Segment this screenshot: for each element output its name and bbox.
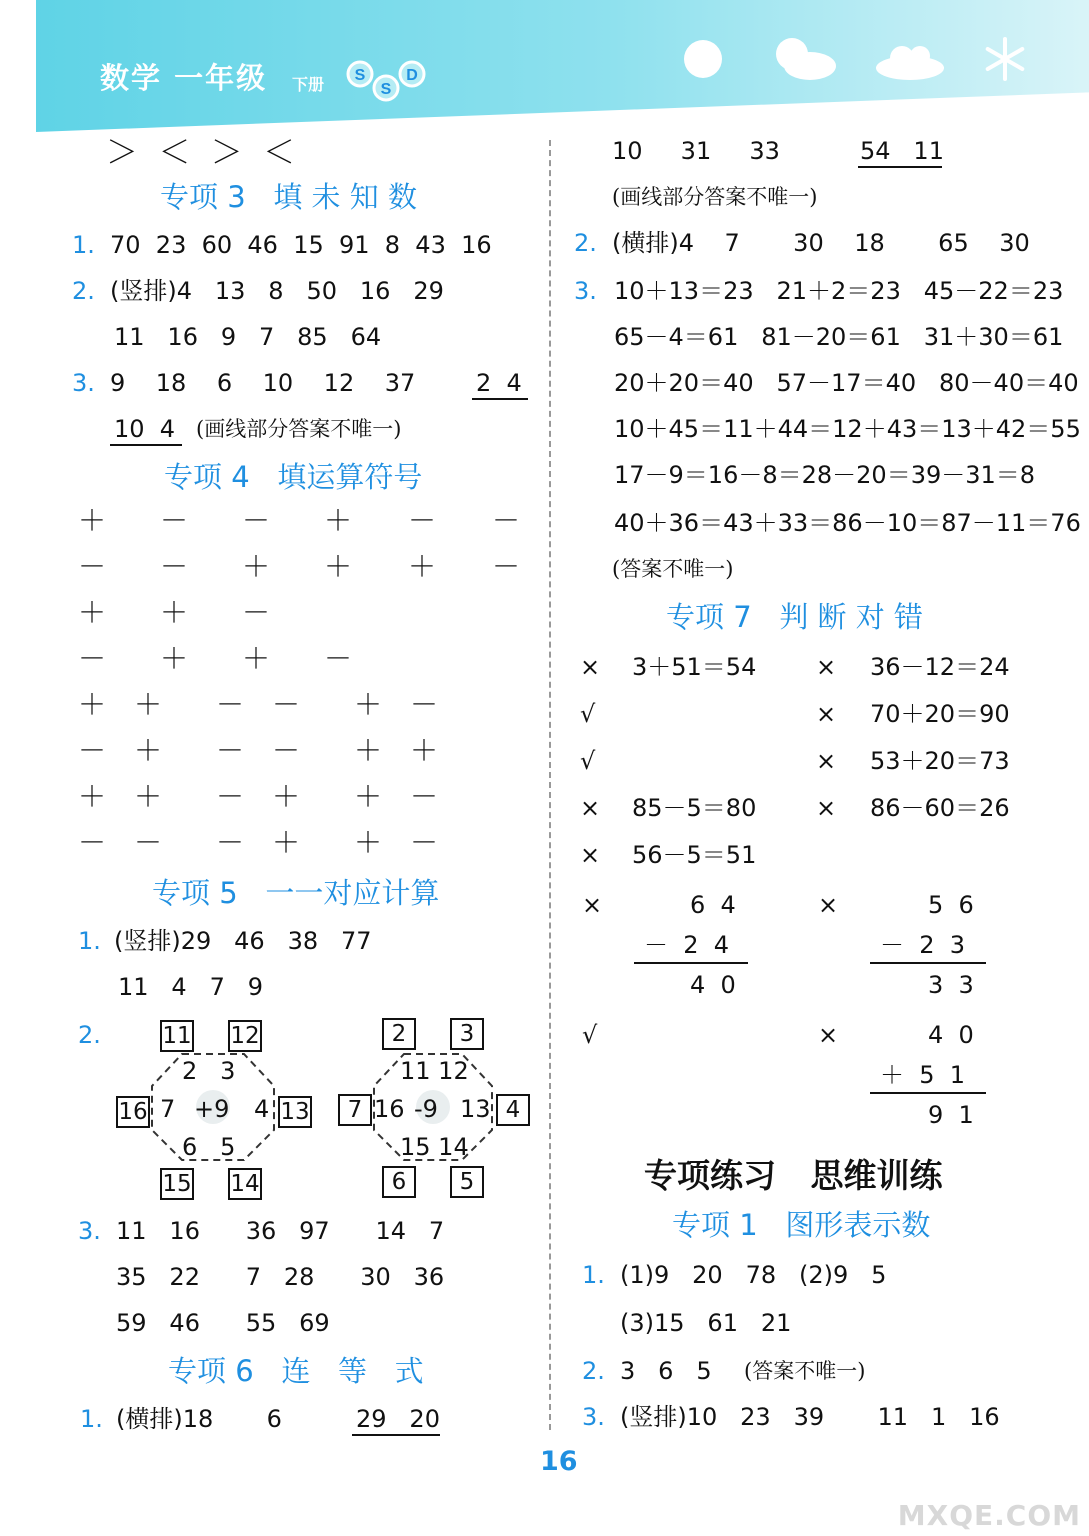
inner-b-right: 13 — [460, 1095, 491, 1123]
r-q3-line2: 65－4＝61 81－20＝61 31＋30＝61 — [614, 323, 1064, 351]
v1-op: － 2 4 — [644, 931, 730, 959]
inner-b-top: 11 12 — [400, 1057, 469, 1085]
comparison-symbols: ＞ ＜ ＞ ＜ — [106, 133, 296, 171]
inner-a-top: 2 3 — [182, 1057, 236, 1085]
r-row1: 10 31 33 — [612, 137, 780, 165]
section-5-title: 专项 5 一一对应计算 — [152, 876, 440, 910]
operator-symbol: － — [410, 780, 439, 813]
r-q3-line4: 10＋45＝11＋44＝12＋43＝13＋42＝55 — [614, 415, 1081, 443]
s5-q2-number: 2. — [78, 1021, 101, 1049]
v2-op: － 2 3 — [880, 931, 966, 959]
operator-symbol: ＋ — [134, 734, 163, 767]
judgement-equation: 3＋51＝54 — [632, 653, 757, 681]
operator-symbol: ＋ — [324, 504, 353, 537]
operator-symbol: ＋ — [78, 504, 107, 537]
operator-symbol: － — [78, 826, 107, 859]
s3-q2-line1: (竖排)4 13 8 50 16 29 — [110, 277, 444, 305]
operator-symbol: ＋ — [410, 734, 439, 767]
operator-symbol: － — [216, 688, 245, 721]
p1-q1-line2: (3)15 61 21 — [620, 1309, 792, 1337]
box-b-top-1: 2 — [382, 1018, 416, 1050]
box-b-left: 7 — [338, 1094, 372, 1126]
s3-q3-number: 3. — [72, 369, 95, 397]
v4-top: 4 0 — [928, 1021, 974, 1049]
box-b-top-2: 3 — [450, 1018, 484, 1050]
calc-line — [870, 962, 986, 964]
operator-symbol: － — [216, 734, 245, 767]
v4-mark: × — [818, 1021, 839, 1049]
operator-symbol: ＋ — [134, 780, 163, 813]
sun-icon — [682, 38, 724, 80]
inner-b-left: 16 — [374, 1095, 405, 1123]
operator-symbol: － — [78, 550, 107, 583]
judgement-mark: √ — [580, 700, 596, 728]
operator-symbol: － — [216, 780, 245, 813]
section-3-title: 专项 3 填 未 知 数 — [160, 180, 417, 214]
operation-b: -9 — [414, 1095, 438, 1123]
operator-symbol: ＋ — [160, 596, 189, 629]
judgement-mark: × — [816, 794, 837, 822]
s3-q1-answers: 70 23 60 46 15 91 8 43 16 — [110, 231, 492, 259]
r-row1-note: (画线部分答案不唯一) — [612, 185, 818, 209]
book-title: 数学 一年级 — [100, 61, 268, 95]
v4-result: 9 1 — [928, 1101, 974, 1129]
operator-symbol: ＋ — [354, 734, 383, 767]
r-q3-line6: 40＋36＝43＋33＝86－10＝87－11＝76 — [614, 509, 1081, 537]
v2-result: 3 3 — [928, 971, 974, 999]
inner-b-bottom: 15 14 — [400, 1133, 469, 1161]
judgement-mark: × — [580, 794, 601, 822]
r-q3-note: (答案不唯一) — [612, 557, 734, 581]
s6-q1-line: (横排)18 6 — [116, 1405, 282, 1433]
column-divider — [549, 140, 551, 1430]
judgement-equation: 85－5＝80 — [632, 794, 757, 822]
page-number: 16 — [540, 1446, 578, 1477]
operator-symbol: ＋ — [272, 780, 301, 813]
operator-symbol: ＋ — [354, 688, 383, 721]
s6-q1-number: 1. — [80, 1405, 103, 1433]
calc-line — [634, 962, 748, 964]
operator-symbol: ＋ — [160, 642, 189, 675]
p1-q2-line: 3 6 5 — [620, 1357, 712, 1385]
operator-symbol: － — [410, 826, 439, 859]
s5-q1-line1: (竖排)29 46 38 77 — [114, 927, 372, 955]
operator-symbol: － — [492, 504, 521, 537]
s6-q1-underlined: 29 20 — [356, 1405, 440, 1433]
inner-a-right: 4 — [254, 1095, 270, 1123]
underline — [110, 444, 182, 446]
publisher-logo-icon — [346, 58, 426, 102]
p1-q3-line: (竖排)10 23 39 11 1 16 — [620, 1403, 1000, 1431]
logo-letter-3: D — [406, 67, 418, 84]
operator-symbol: － — [134, 826, 163, 859]
s5-q3-line2: 35 22 7 28 30 36 — [116, 1263, 445, 1291]
v2-top: 5 6 — [928, 891, 974, 919]
s5-q3-line1: 11 16 36 97 14 7 — [116, 1217, 445, 1245]
operator-symbol: － — [272, 734, 301, 767]
operator-symbol: ＋ — [324, 550, 353, 583]
s5-q1-line2: 11 4 7 9 — [118, 973, 264, 1001]
v3-mark: √ — [582, 1021, 598, 1049]
operator-symbol: － — [160, 550, 189, 583]
judgement-equation: 70＋20＝90 — [870, 700, 1010, 728]
operator-symbol: － — [324, 642, 353, 675]
operator-symbol: ＋ — [78, 596, 107, 629]
operator-symbol: － — [242, 504, 271, 537]
operator-symbol: － — [410, 688, 439, 721]
box-a-top-2: 12 — [228, 1020, 262, 1052]
r-q2-number: 2. — [574, 229, 597, 257]
s5-q1-number: 1. — [78, 927, 101, 955]
judgement-mark: × — [816, 700, 837, 728]
logo-letter-2: S — [380, 81, 392, 98]
s3-q3-line1: 9 18 6 10 12 37 — [110, 369, 416, 397]
operator-symbol: － — [78, 734, 107, 767]
underline — [858, 166, 942, 168]
p1-q2-note: (答案不唯一) — [744, 1359, 866, 1383]
box-a-left: 16 — [116, 1096, 150, 1128]
operator-symbol: ＋ — [272, 826, 301, 859]
box-a-right: 13 — [278, 1096, 312, 1128]
operator-symbol: ＋ — [354, 780, 383, 813]
v2-mark: × — [818, 891, 839, 919]
s3-q3-underlined-1: 2 4 — [476, 369, 522, 397]
r-q3-number: 3. — [574, 277, 597, 305]
s3-q2-line2: 11 16 9 7 85 64 — [114, 323, 382, 351]
box-a-bottom-1: 15 — [160, 1168, 194, 1200]
p1-q2-number: 2. — [582, 1357, 605, 1385]
underline — [352, 1434, 440, 1436]
judgement-mark: × — [816, 653, 837, 681]
inner-a-left: 7 — [160, 1095, 176, 1123]
judgement-equation: 36－12＝24 — [870, 653, 1010, 681]
v1-top: 6 4 — [690, 891, 736, 919]
judgement-mark: × — [580, 841, 601, 869]
section-4-title: 专项 4 填运算符号 — [164, 460, 423, 494]
box-b-bottom-1: 6 — [382, 1166, 416, 1198]
r-row1-underlined: 54 11 — [860, 137, 944, 165]
s3-q3-underlined-2: 10 4 — [114, 415, 176, 443]
cloud-icon — [872, 42, 948, 82]
operator-symbol: － — [160, 504, 189, 537]
p1-q1-line1: (1)9 20 78 (2)9 5 — [620, 1261, 887, 1289]
p1-q1-number: 1. — [582, 1261, 605, 1289]
s3-q2-number: 2. — [72, 277, 95, 305]
calc-line — [870, 1092, 986, 1094]
judgement-equation: 53＋20＝73 — [870, 747, 1010, 775]
operator-symbol: ＋ — [134, 688, 163, 721]
p1-q3-number: 3. — [582, 1403, 605, 1431]
operator-symbol: － — [78, 642, 107, 675]
v1-result: 4 0 — [690, 971, 736, 999]
operator-symbol: ＋ — [78, 780, 107, 813]
inner-a-bottom: 6 5 — [182, 1133, 236, 1161]
r-q3-line5: 17－9＝16－8＝28－20＝39－31＝8 — [614, 461, 1036, 489]
operator-symbol: ＋ — [242, 642, 271, 675]
s5-q3-line3: 59 46 55 69 — [116, 1309, 330, 1337]
r-q3-line1: 10＋13＝23 21＋2＝23 45－22＝23 — [614, 277, 1064, 305]
v4-op: ＋ 5 1 — [880, 1061, 966, 1089]
operator-symbol: ＋ — [354, 826, 383, 859]
r-q3-line3: 20＋20＝40 57－17＝40 80－40＝40 — [614, 369, 1079, 397]
practice-section-1-title: 专项 1 图形表示数 — [672, 1208, 931, 1242]
box-a-bottom-2: 14 — [228, 1168, 262, 1200]
watermark: MXQE.COM — [897, 1499, 1081, 1532]
operator-symbol: ＋ — [78, 688, 107, 721]
judgement-mark: √ — [580, 747, 596, 775]
judgement-mark: × — [580, 653, 601, 681]
judgement-equation: 56－5＝51 — [632, 841, 757, 869]
underline — [472, 398, 528, 400]
logo-letter-1: S — [354, 67, 366, 84]
operator-symbol: － — [272, 688, 301, 721]
book-volume: 下册 — [292, 75, 325, 94]
s3-q3-note: (画线部分答案不唯一) — [196, 417, 402, 441]
v1-mark: × — [582, 891, 603, 919]
operator-symbol: － — [492, 550, 521, 583]
operator-symbol: － — [408, 504, 437, 537]
s3-q1-number: 1. — [72, 231, 95, 259]
judgement-mark: × — [816, 747, 837, 775]
partly-cloudy-icon — [768, 34, 838, 82]
snowflake-icon — [982, 36, 1028, 82]
judgement-equation: 86－60＝26 — [870, 794, 1010, 822]
r-q2-line: (横排)4 7 30 18 65 30 — [612, 229, 1030, 257]
operator-symbol: ＋ — [408, 550, 437, 583]
box-b-right: 4 — [496, 1094, 530, 1126]
operation-a: +9 — [194, 1095, 230, 1123]
practice-title: 专项练习 思维训练 — [644, 1156, 943, 1195]
operator-symbol: － — [242, 596, 271, 629]
box-b-bottom-2: 5 — [450, 1166, 484, 1198]
box-a-top-1: 11 — [160, 1020, 194, 1052]
section-6-title: 专项 6 连 等 式 — [168, 1354, 424, 1388]
section-7-title: 专项 7 判 断 对 错 — [666, 600, 923, 634]
operator-symbol: ＋ — [242, 550, 271, 583]
s5-q3-number: 3. — [78, 1217, 101, 1245]
operator-symbol: － — [216, 826, 245, 859]
